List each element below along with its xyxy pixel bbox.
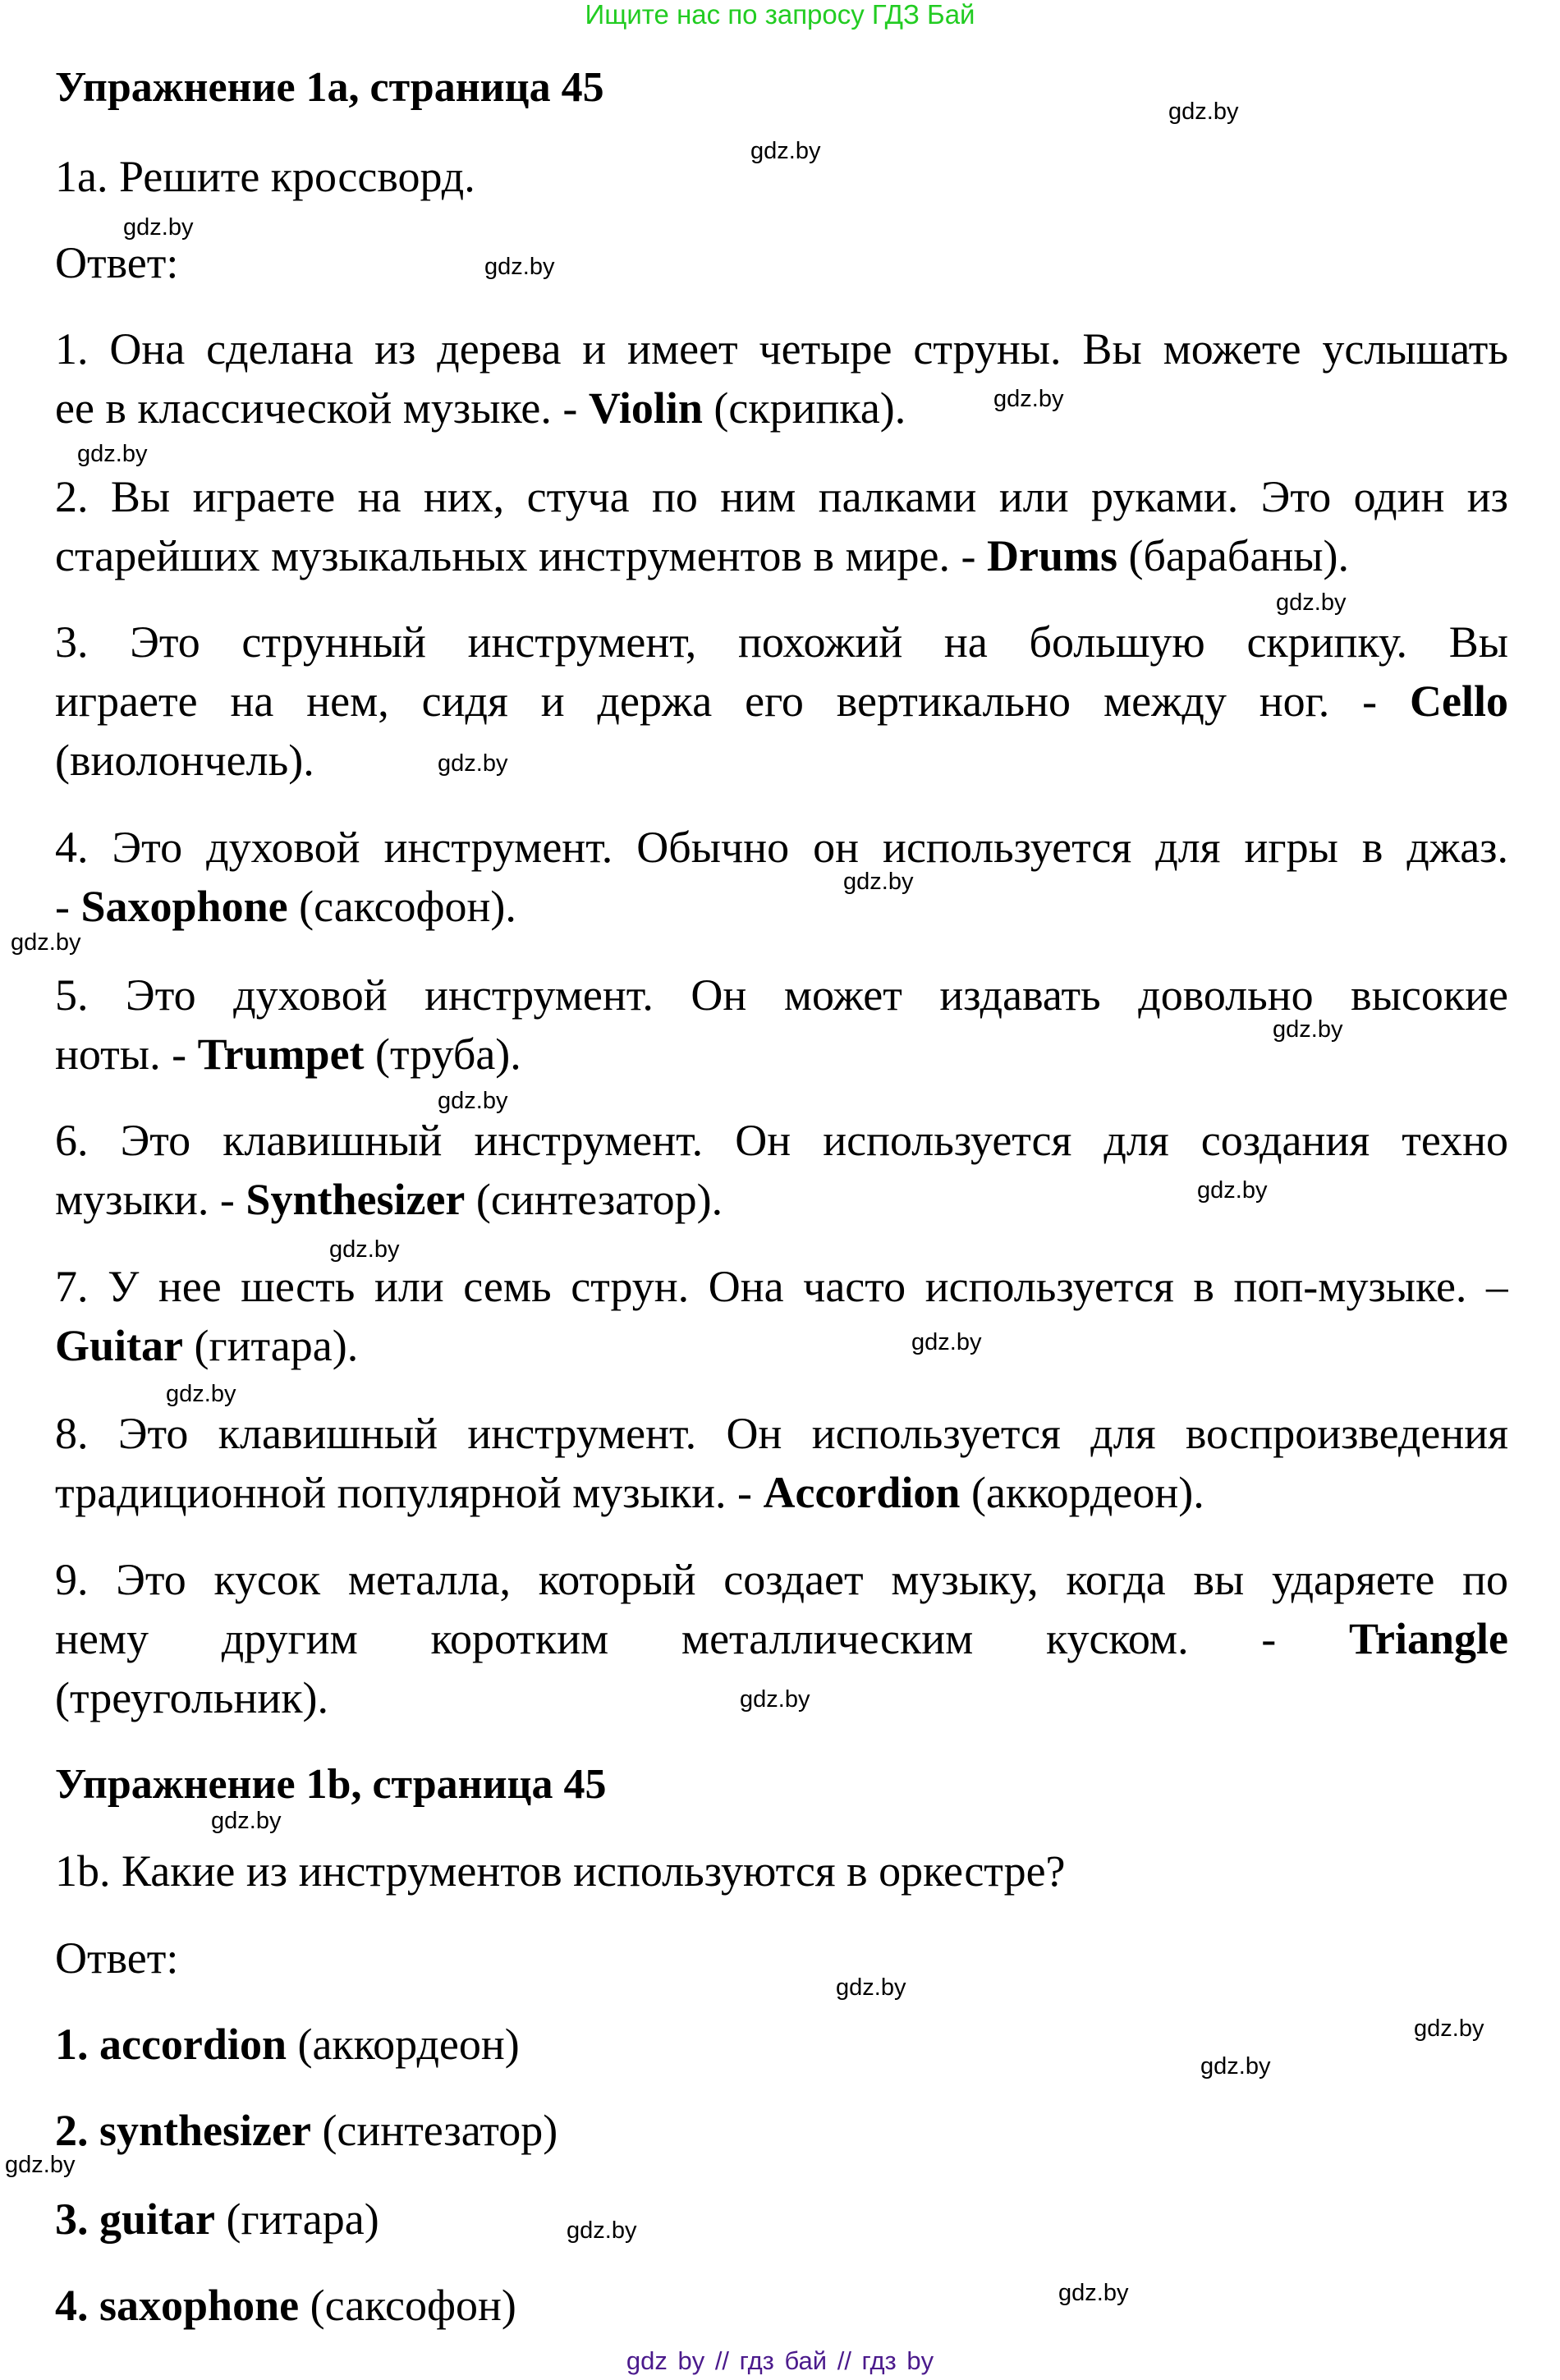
paragraph — [55, 1928, 1508, 1988]
text-segment: старейших музыкальных инструментов в мире. - — [55, 531, 987, 580]
text-segment: Ответ: — [55, 1933, 179, 1983]
paragraph — [55, 1257, 1508, 1375]
text-segment: (синтезатор). — [465, 1175, 723, 1224]
watermark: gdz.by — [1276, 589, 1347, 616]
text-line — [55, 233, 1508, 292]
text-line — [55, 1404, 1508, 1463]
watermark: gdz.by — [1200, 2053, 1271, 2080]
answer-term: Drums — [986, 531, 1117, 580]
text-segment: Ответ: — [55, 238, 179, 287]
text-line — [55, 378, 1508, 438]
answer-term: 1. accordion — [55, 2020, 287, 2069]
watermark: gdz.by — [911, 1329, 982, 1355]
watermark: gdz.by — [484, 254, 555, 280]
text-segment: (гитара) — [215, 2194, 379, 2244]
watermark: gdz.by — [836, 1974, 906, 2001]
watermark: gdz.by — [77, 441, 148, 467]
text-line — [55, 1316, 1508, 1375]
watermark: gdz.by — [438, 750, 508, 777]
text-line — [55, 58, 1508, 117]
exercise-heading — [55, 58, 1508, 117]
text-line — [55, 1928, 1508, 1988]
text-segment: музыки. - — [55, 1175, 246, 1224]
text-line — [55, 2101, 1508, 2160]
text-segment: 2. Вы играете на них, стуча по ним палками или руками. Это один из — [55, 472, 1508, 521]
text-line — [55, 877, 1508, 936]
answer-term: 2. synthesizer — [55, 2106, 311, 2155]
text-segment: 9. Это кусок металла, который создает музыку, когда вы ударяете по — [55, 1555, 1508, 1604]
text-line — [55, 319, 1508, 378]
text-segment: (гитара). — [183, 1321, 359, 1370]
watermark: gdz.by — [438, 1088, 508, 1114]
text-line — [55, 2190, 1508, 2249]
text-segment: 8. Это клавишный инструмент. Он используется для воспроизведения — [55, 1409, 1508, 1458]
text-segment: (барабаны). — [1117, 531, 1349, 580]
text-segment: (саксофон) — [299, 2281, 516, 2330]
paragraph — [55, 319, 1508, 438]
text-segment: Упражнение 1b, страница 45 — [55, 1761, 607, 1808]
text-segment: (синтезатор) — [310, 2106, 558, 2155]
paragraph — [55, 233, 1508, 292]
text-segment: ее в классической музыке. - — [55, 383, 589, 433]
watermark: gdz.by — [843, 869, 914, 895]
watermark: gdz.by — [1273, 1016, 1343, 1043]
text-segment: традиционной популярной музыки. - — [55, 1468, 764, 1517]
text-segment: (саксофон). — [287, 882, 516, 931]
paragraph — [55, 1111, 1508, 1229]
watermark: gdz.by — [1414, 2015, 1484, 2042]
text-line — [55, 672, 1508, 731]
text-line — [55, 1550, 1508, 1609]
text-segment: 1b. Какие из инструментов используются в оркестре? — [55, 1846, 1066, 1896]
paragraph — [55, 612, 1508, 790]
text-line — [55, 1841, 1508, 1901]
watermark: gdz.by — [5, 2152, 76, 2178]
text-segment: 3. Это струнный инструмент, похожий на большую скрипку. Вы — [55, 617, 1508, 667]
paragraph — [55, 1404, 1508, 1522]
paragraph — [55, 467, 1508, 585]
answer-term: Trumpet — [197, 1029, 365, 1079]
text-line — [55, 2276, 1508, 2335]
text-line — [55, 731, 1508, 790]
answer-term: Saxophone — [80, 882, 288, 931]
watermark: gdz.by — [329, 1236, 400, 1263]
text-line — [55, 1257, 1508, 1316]
paragraph — [55, 2190, 1508, 2249]
text-segment: (треугольник). — [55, 1673, 329, 1722]
watermark: gdz.by — [1168, 99, 1239, 125]
watermark: gdz.by — [123, 214, 194, 241]
text-segment: ноты. - — [55, 1029, 198, 1079]
watermark: gdz.by — [1058, 2280, 1129, 2306]
watermark: gdz.by — [166, 1381, 236, 1407]
paragraph — [55, 1841, 1508, 1901]
paragraph — [55, 2015, 1508, 2074]
text-segment: нему другим коротким металлическим куском. - — [55, 1614, 1350, 1663]
text-line — [55, 1111, 1508, 1170]
answer-term: 3. guitar — [55, 2194, 215, 2244]
text-segment: 1a. Решите кроссворд. — [55, 152, 475, 201]
text-segment: (виолончель). — [55, 736, 314, 785]
exercise-heading — [55, 1755, 1508, 1814]
answer-term: Cello — [1410, 676, 1508, 726]
text-line — [55, 818, 1508, 877]
text-segment: - — [55, 882, 81, 931]
text-line — [55, 612, 1508, 672]
watermark: gdz.by — [750, 138, 821, 164]
answer-term: Guitar — [55, 1321, 183, 1370]
paragraph — [55, 818, 1508, 936]
watermark: gdz.by — [211, 1808, 282, 1834]
text-segment: 4. Это духовой инструмент. Обычно он используется для игры в джаз. — [55, 823, 1508, 872]
text-segment: (аккордеон). — [960, 1468, 1204, 1517]
text-segment: 7. У нее шесть или семь струн. Она часто используется в поп-музыке. – — [55, 1262, 1508, 1311]
answer-term: Accordion — [763, 1468, 961, 1517]
text-line — [55, 2015, 1508, 2074]
text-segment: (скрипка). — [702, 383, 906, 433]
text-segment: играете на нем, сидя и держа его вертикально между ног. - — [55, 676, 1411, 726]
text-line — [55, 1170, 1508, 1229]
answer-term: Triangle — [1349, 1614, 1508, 1663]
watermark: gdz.by — [1197, 1177, 1268, 1204]
watermark: gdz.by — [11, 929, 81, 956]
text-line — [55, 526, 1508, 585]
text-line — [55, 1755, 1508, 1814]
search-notice: Ищите нас по запросу ГДЗ Бай — [585, 0, 975, 30]
paragraph — [55, 2276, 1508, 2335]
text-segment: (труба). — [364, 1029, 521, 1079]
answer-term: 4. saxophone — [55, 2281, 300, 2330]
footer-links[interactable]: gdz by // гдз бай // гдз by — [626, 2346, 934, 2375]
text-line — [55, 467, 1508, 526]
watermark: gdz.by — [740, 1686, 810, 1713]
paragraph — [55, 2101, 1508, 2160]
text-line — [55, 1463, 1508, 1522]
text-segment: 6. Это клавишный инструмент. Он используется для создания техно — [55, 1116, 1508, 1165]
watermark: gdz.by — [567, 2217, 637, 2244]
answer-term: Synthesizer — [245, 1175, 466, 1224]
text-segment: Упражнение 1a, страница 45 — [55, 64, 604, 111]
text-segment: 5. Это духовой инструмент. Он может издавать довольно высокие — [55, 970, 1508, 1020]
text-line — [55, 1609, 1508, 1668]
watermark: gdz.by — [993, 386, 1064, 412]
text-segment: (аккордеон) — [286, 2020, 520, 2069]
answer-term: Violin — [588, 383, 703, 433]
text-segment: 1. Она сделана из дерева и имеет четыре струны. Вы можете услышать — [55, 324, 1508, 374]
